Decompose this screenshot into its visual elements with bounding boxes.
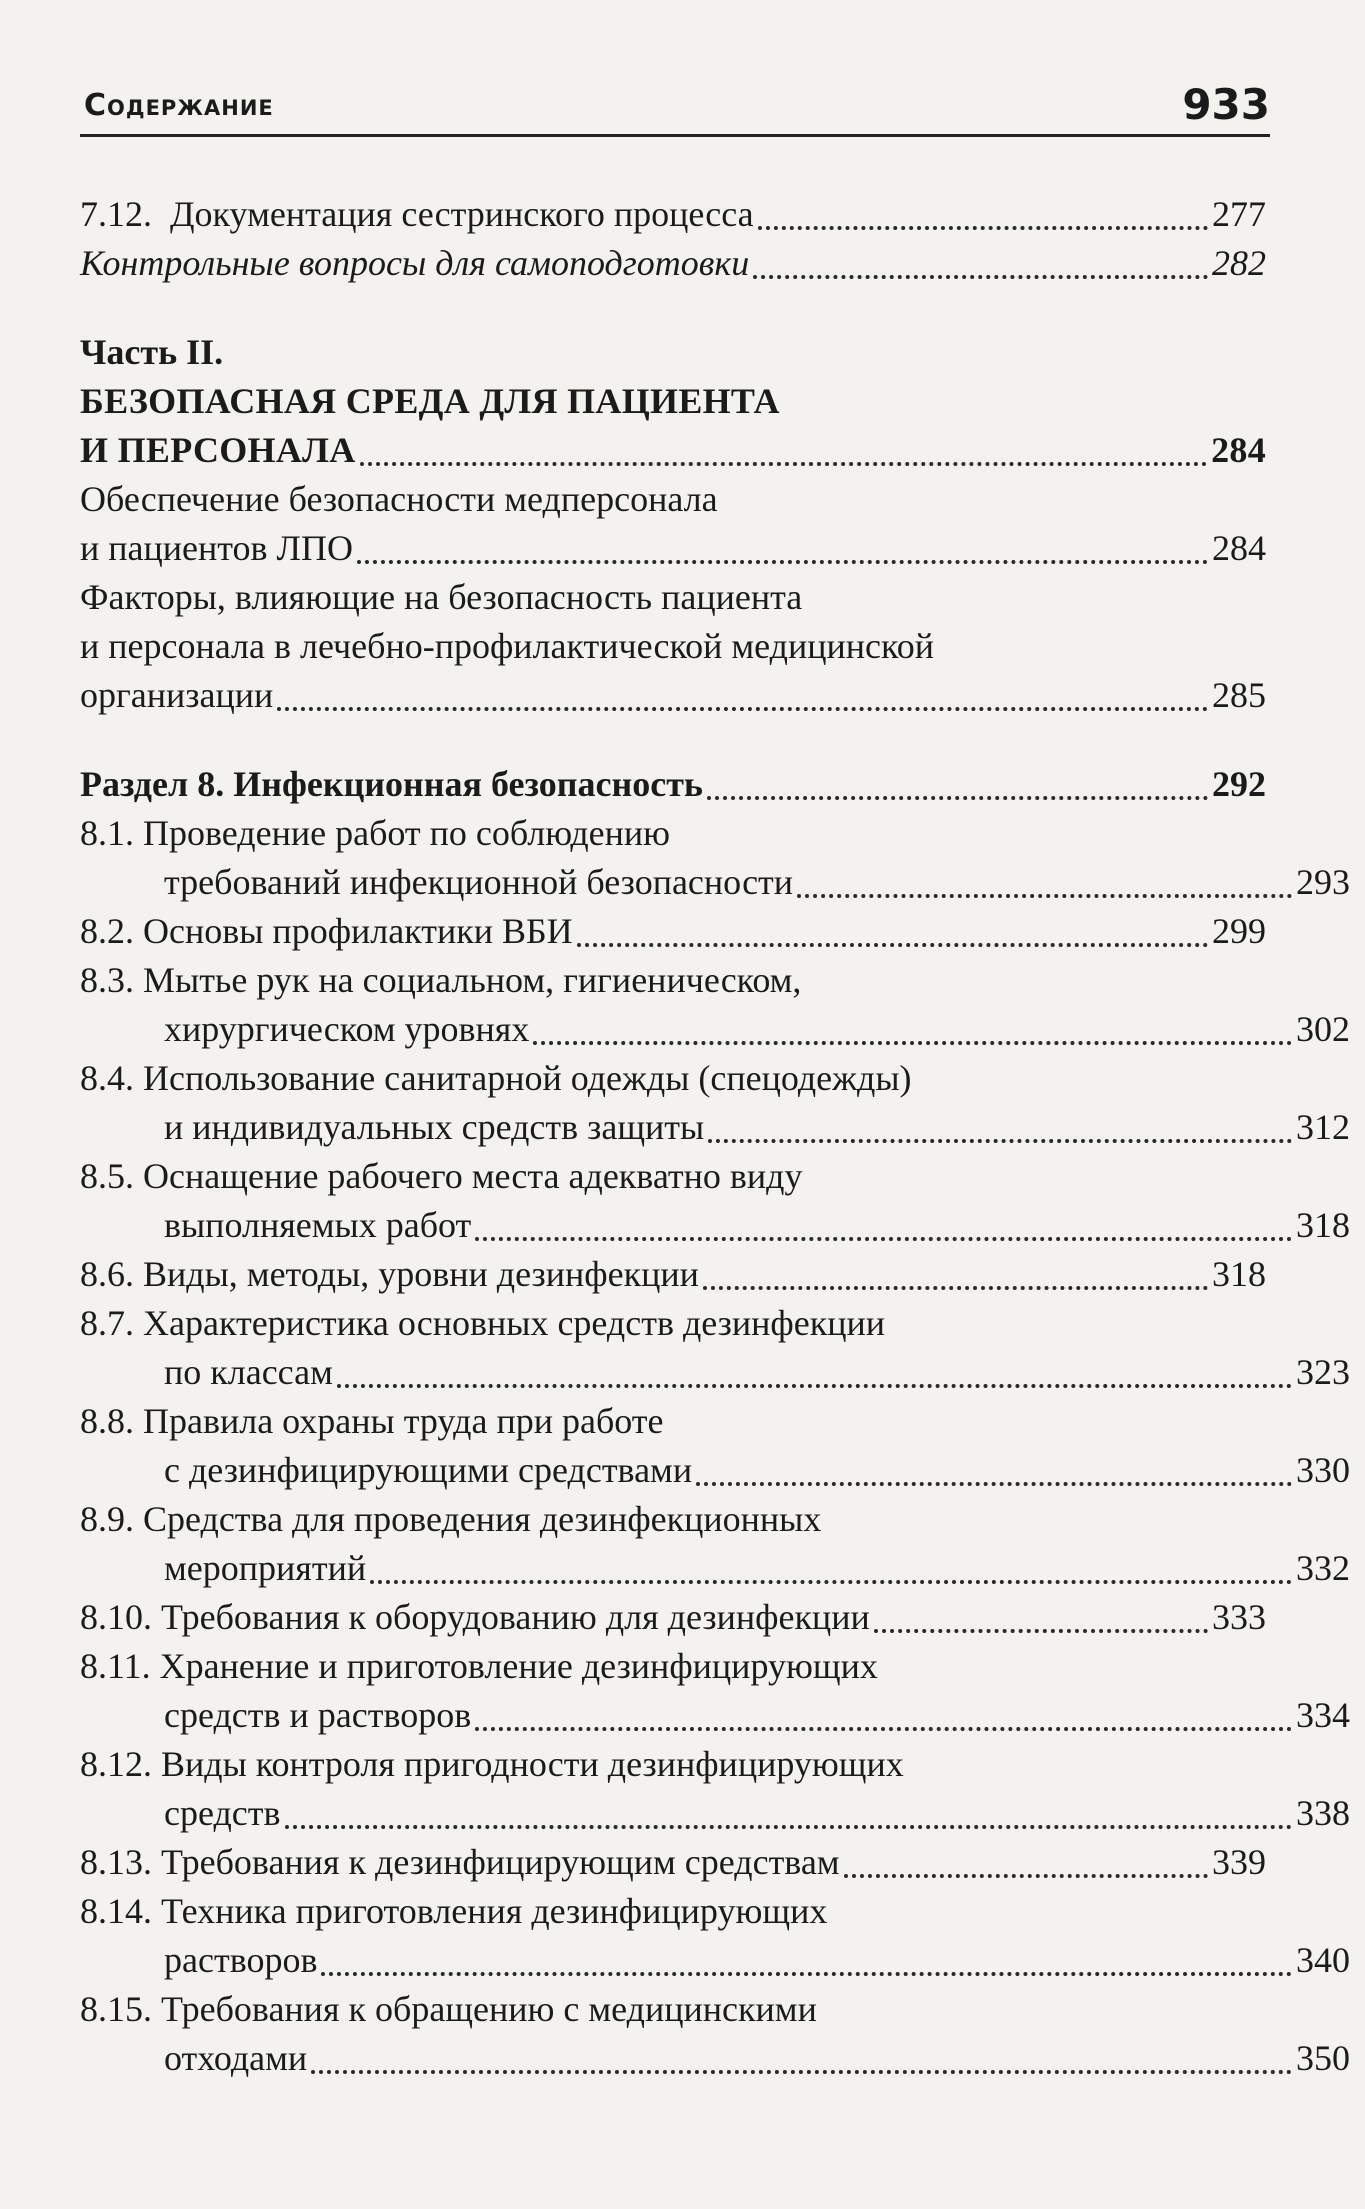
entry-page: 302 xyxy=(1296,1009,1350,1049)
entry-line: Мытье рук на социальном, гигиеническом, xyxy=(143,960,802,1000)
entry-line: Правила охраны труда при работе xyxy=(143,1401,664,1441)
toc-entry-8-3 xyxy=(80,1005,1350,1054)
toc-entry-8-9 xyxy=(80,1544,1350,1593)
dot-leader xyxy=(703,1264,1208,1290)
entry-page: 285 xyxy=(1212,675,1266,715)
entry-line: Обеспечение безопасности медперсонала xyxy=(80,479,718,519)
entry-line: Требования к обращению с медицинскими xyxy=(161,1989,817,2029)
dot-leader xyxy=(758,204,1208,230)
entry-line: с дезинфицирующими средствами xyxy=(164,1450,693,1490)
toc-entry-section-8 xyxy=(80,760,1266,809)
entry-line: Хранение и приготовление дезинфицирующих xyxy=(159,1646,878,1686)
entry-page: 333 xyxy=(1212,1597,1266,1637)
toc-entry-8-7-line-1 xyxy=(80,1299,1266,1348)
entry-page: 334 xyxy=(1296,1695,1350,1735)
toc-entry-8-15 xyxy=(80,2034,1350,2083)
entry-number: 8.15. xyxy=(80,1989,152,2029)
entry-line: средств и растворов xyxy=(164,1695,472,1735)
dot-leader xyxy=(357,538,1208,564)
entry-number: 8.10. xyxy=(80,1597,152,1637)
dot-leader xyxy=(797,872,1292,898)
entry-title: Требования к дезинфицирующим средствам xyxy=(161,1842,840,1882)
entry-page: 339 xyxy=(1212,1842,1266,1882)
entry-line: средств xyxy=(164,1793,281,1833)
entry-page: 323 xyxy=(1296,1352,1350,1392)
section-title: Раздел 8. Инфекционная безопасность xyxy=(80,764,703,804)
entry-number: 8.13. xyxy=(80,1842,152,1882)
entry-line: Факторы, влияющие на безопасность пациента xyxy=(80,577,803,617)
entry-line: хирургическом уровнях xyxy=(164,1009,530,1049)
entry-number: 8.7. xyxy=(80,1303,134,1343)
dot-leader xyxy=(577,921,1208,947)
toc-entry-8-4 xyxy=(80,1103,1350,1152)
running-header xyxy=(80,78,1270,137)
entry-line: Виды контроля пригодности дезинфицирующих xyxy=(161,1744,904,1784)
entry-page: 332 xyxy=(1296,1548,1350,1588)
entry-number: 8.14. xyxy=(80,1891,152,1931)
entry-title: Требования к оборудованию для дезинфекции xyxy=(161,1597,870,1637)
entry-line: требований инфекционной безопасности xyxy=(164,862,794,902)
toc-entry-7-12 xyxy=(80,190,1266,239)
toc-entry-8-2 xyxy=(80,907,1266,956)
dot-leader xyxy=(337,1362,1292,1388)
entry-page: 293 xyxy=(1296,862,1350,902)
entry-line: мероприятий xyxy=(164,1548,367,1588)
dot-leader xyxy=(696,1460,1292,1486)
dot-leader xyxy=(475,1215,1292,1241)
toc-entry-8-14-line-1 xyxy=(80,1887,1266,1936)
entry-line: отходами xyxy=(164,2038,308,2078)
entry-number: 8.12. xyxy=(80,1744,152,1784)
entry-number: 8.11. xyxy=(80,1646,151,1686)
entry-line: Оснащение рабочего места адекватно виду xyxy=(143,1156,803,1196)
entry-number: 8.8. xyxy=(80,1401,134,1441)
toc-entry-8-7 xyxy=(80,1348,1350,1397)
toc-entry-8-3-line-1 xyxy=(80,956,1266,1005)
entry-line: Характеристика основных средств дезинфекции xyxy=(143,1303,886,1343)
dot-leader xyxy=(321,1950,1292,1976)
toc-entry-8-12-line-1 xyxy=(80,1740,1266,1789)
table-of-contents xyxy=(80,190,1350,2083)
entry-number: 7.12. xyxy=(80,194,152,234)
dot-leader xyxy=(360,440,1208,466)
toc-entry-8-5 xyxy=(80,1201,1350,1250)
entry-number: 8.4. xyxy=(80,1058,134,1098)
toc-entry-8-11-line-1 xyxy=(80,1642,1266,1691)
toc-entry-8-1-line-1 xyxy=(80,809,1266,858)
toc-entry-safety-staff xyxy=(80,524,1266,573)
dot-leader xyxy=(311,2048,1292,2074)
entry-number: 8.1. xyxy=(80,813,134,853)
toc-entry-part-2 xyxy=(80,426,1266,475)
entry-page: 318 xyxy=(1296,1205,1350,1245)
dot-leader xyxy=(370,1558,1292,1584)
dot-leader xyxy=(707,774,1208,800)
entry-number: 8.9. xyxy=(80,1499,134,1539)
toc-entry-8-6 xyxy=(80,1250,1266,1299)
entry-page: 277 xyxy=(1212,194,1266,234)
entry-page: 299 xyxy=(1212,911,1266,951)
entry-line: выполняемых работ xyxy=(164,1205,472,1245)
toc-entry-8-15-line-1 xyxy=(80,1985,1266,2034)
toc-entry-8-9-line-1 xyxy=(80,1495,1266,1544)
entry-page: 350 xyxy=(1296,2038,1350,2078)
toc-entry-control-questions xyxy=(80,239,1266,288)
entry-page: 318 xyxy=(1212,1254,1266,1294)
entry-page: 284 xyxy=(1211,430,1266,470)
entry-line: Техника приготовления дезинфицирующих xyxy=(161,1891,828,1931)
entry-line: и персонала в лечебно-профилактической медицинской xyxy=(80,626,934,666)
toc-entry-8-12 xyxy=(80,1789,1350,1838)
entry-number: 8.5. xyxy=(80,1156,134,1196)
entry-title: Контрольные вопросы для самоподготовки xyxy=(80,243,750,283)
dot-leader xyxy=(844,1852,1208,1878)
dot-leader xyxy=(533,1019,1292,1045)
toc-entry-8-11 xyxy=(80,1691,1350,1740)
toc-entry-8-1 xyxy=(80,858,1350,907)
entry-number: 8.3. xyxy=(80,960,134,1000)
entry-number: 8.2. xyxy=(80,911,134,951)
toc-entry-8-10 xyxy=(80,1593,1266,1642)
toc-entry-8-8-line-1 xyxy=(80,1397,1266,1446)
entry-line: Средства для проведения дезинфекционных xyxy=(143,1499,822,1539)
toc-entry-8-5-line-1 xyxy=(80,1152,1266,1201)
entry-page: 284 xyxy=(1212,528,1266,568)
toc-entry-8-8 xyxy=(80,1446,1350,1495)
entry-line: по классам xyxy=(164,1352,333,1392)
toc-entry-8-13 xyxy=(80,1838,1266,1887)
entry-page: 330 xyxy=(1296,1450,1350,1490)
part-title-line-1: БЕЗОПАСНАЯ СРЕДА ДЛЯ ПАЦИЕНТА xyxy=(80,381,780,421)
entry-page: 340 xyxy=(1296,1940,1350,1980)
dot-leader xyxy=(753,253,1208,279)
entry-page: 292 xyxy=(1212,764,1266,804)
entry-line: растворов xyxy=(164,1940,318,1980)
toc-entry-factors xyxy=(80,671,1266,720)
dot-leader xyxy=(277,685,1208,711)
entry-line: Проведение работ по соблюдению xyxy=(143,813,671,853)
dot-leader xyxy=(708,1117,1292,1143)
entry-number: 8.6. xyxy=(80,1254,134,1294)
entry-line: Использование санитарной одежды (спецодежды) xyxy=(143,1058,912,1098)
page-number: 933 xyxy=(1182,80,1270,129)
entry-page: 338 xyxy=(1296,1793,1350,1833)
entry-page: 312 xyxy=(1296,1107,1350,1147)
toc-entry-8-4-line-1 xyxy=(80,1054,1266,1103)
entry-line: и пациентов ЛПО xyxy=(80,528,353,568)
entry-line: организации xyxy=(80,675,274,715)
part-label: Часть II. xyxy=(80,332,224,372)
entry-page: 282 xyxy=(1212,243,1266,283)
dot-leader xyxy=(874,1607,1208,1633)
entry-title: Документация сестринского процесса xyxy=(170,194,754,234)
entry-line: и индивидуальных средств защиты xyxy=(164,1107,705,1147)
entry-title: Основы профилактики ВБИ xyxy=(143,911,573,951)
running-title: Содержание xyxy=(84,88,274,123)
toc-entry-8-14 xyxy=(80,1936,1350,1985)
part-title-line-2: И ПЕРСОНАЛА xyxy=(80,430,356,470)
dot-leader xyxy=(475,1705,1292,1731)
dot-leader xyxy=(285,1803,1292,1829)
entry-title: Виды, методы, уровни дезинфекции xyxy=(143,1254,699,1294)
